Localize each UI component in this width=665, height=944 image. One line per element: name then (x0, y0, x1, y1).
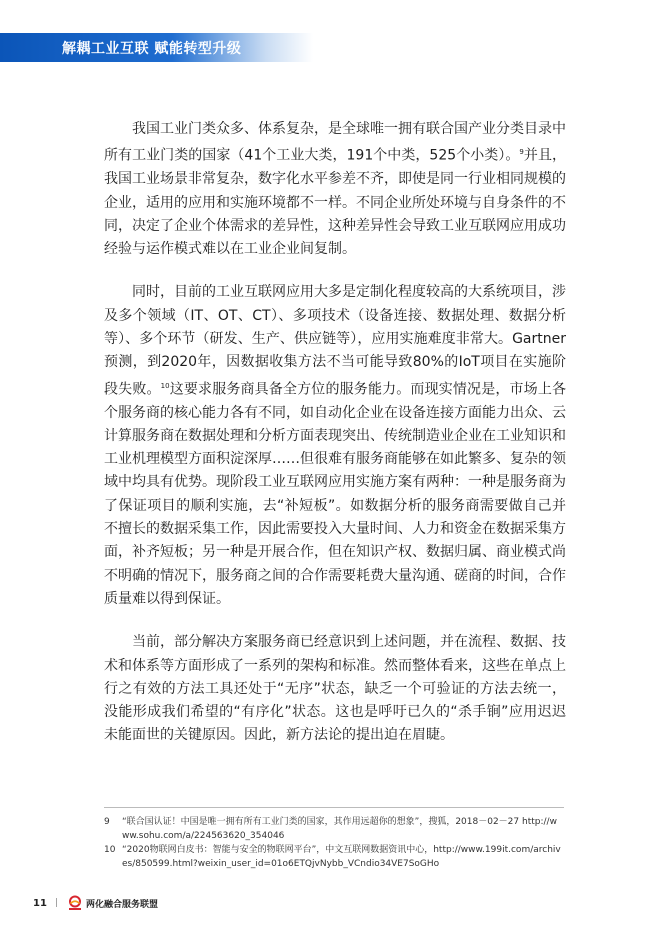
paragraph-2-tail: 这要求服务商具备全方位的服务能力。而现实情况是，市场上各个服务商的核心能力各有不同，如自动化企业在设备连接方面能力出众、云计算服务商在数据处理和分析方面表现突出、传统制造业企业在工业知识和工业机理模型方面积淀深厚……但很难有服务商能够在如此繁多、复杂的领域中均具有优势。现阶段工业互联网应用实施方案有两种：一种是服务商为了保证项目的顺利实施，去“补短板”。如数据分析的服务商需要做自己并不擅长的数据采集工作，因此需要投入大量时间、人力和资金在数据采集方面，补齐短板；另一种是开展合作，但在知识产权、数据归属、商业模式尚不明确的情况下，服务商之间的合作需要耗费大量沟通、磋商的时间，合作质量难以得到保证。 (104, 381, 567, 607)
footer-organization: 两化融合服务联盟 (85, 899, 158, 910)
footnotes (104, 815, 564, 871)
footnote-text[interactable]: “2020物联网白皮书：智能与安全的物联网平台”，中文互联网数据资讯中心，http://www.199it.com/archives/850599.html?weixin_user_id=01o6ETQjvNybb_VCndio34VE7SoGHo (122, 845, 561, 869)
paragraph-2 (104, 281, 566, 611)
page-number: 11 (33, 897, 47, 909)
footnote-ref-9[interactable]: 9 (519, 148, 524, 157)
body-text (104, 118, 566, 768)
footnote-10 (104, 843, 564, 871)
footnote-ref-10[interactable]: 10 (160, 381, 170, 390)
footnote-number: 10 (104, 845, 116, 855)
paragraph-2-text: 同时，目前的工业互联网应用大多是定制化程度较高的大系统项目，涉及多个领域（IT、OT、CT）、多项技术（设备连接、数据处理、数据分析等）、多个环节（研发、生产、供应链等），应用实施难度非常大。Gartner预测，到2020年，因数据收集方法不当可能导致80%的IoT项目在实施阶段失败。 (104, 284, 566, 398)
paragraph-3: 当前，部分解决方案服务商已经意识到上述问题，并在流程、数据、技术和体系等方面形成了一系列的架构和标准。然而整体看来，这些在单点上行之有效的方法工具还处于“无序”状态，缺乏一个可验证的方法去统一，没能形成我们希望的“有序化”状态。这也是呼吁已久的“杀手锏”应用迟迟未能面世的关键原因。因此，新方法论的提出迫在眉睫。 (104, 634, 566, 744)
footnote-text[interactable]: “联合国认证！中国是唯一拥有所有工业门类的国家，其作用远超你的想象”，搜狐，2018－02－27 http://www.sohu.com/a/224563620_354046 (122, 817, 557, 841)
footer-separator: | (54, 898, 58, 908)
footnote-divider (104, 807, 564, 808)
paragraph-1-text: 我国工业门类众多、体系复杂，是全球唯一拥有联合国产业分类目录中所有工业门类的国家（41个工业大类，191个中类，525个小类）。 (104, 121, 566, 164)
header-banner (0, 33, 313, 62)
header-title: 解耦工业互联 赋能转型升级 (62, 41, 242, 57)
footnote-number: 9 (104, 817, 110, 827)
alliance-logo-icon (67, 895, 83, 911)
page-footer (33, 895, 158, 911)
paragraph-1-tail: 并且，我国工业场景非常复杂，数字化水平参差不齐，即使是同一行业相同规模的企业，适用的应用和实施环境都不一样。不同企业所处环境与自身条件的不同，决定了企业个体需求的差异性，这种差异性会导致工业互联网应用成功经验与运作模式难以在工业企业间复制。 (104, 147, 566, 258)
paragraph-1 (104, 118, 566, 261)
footnote-9 (104, 815, 564, 843)
